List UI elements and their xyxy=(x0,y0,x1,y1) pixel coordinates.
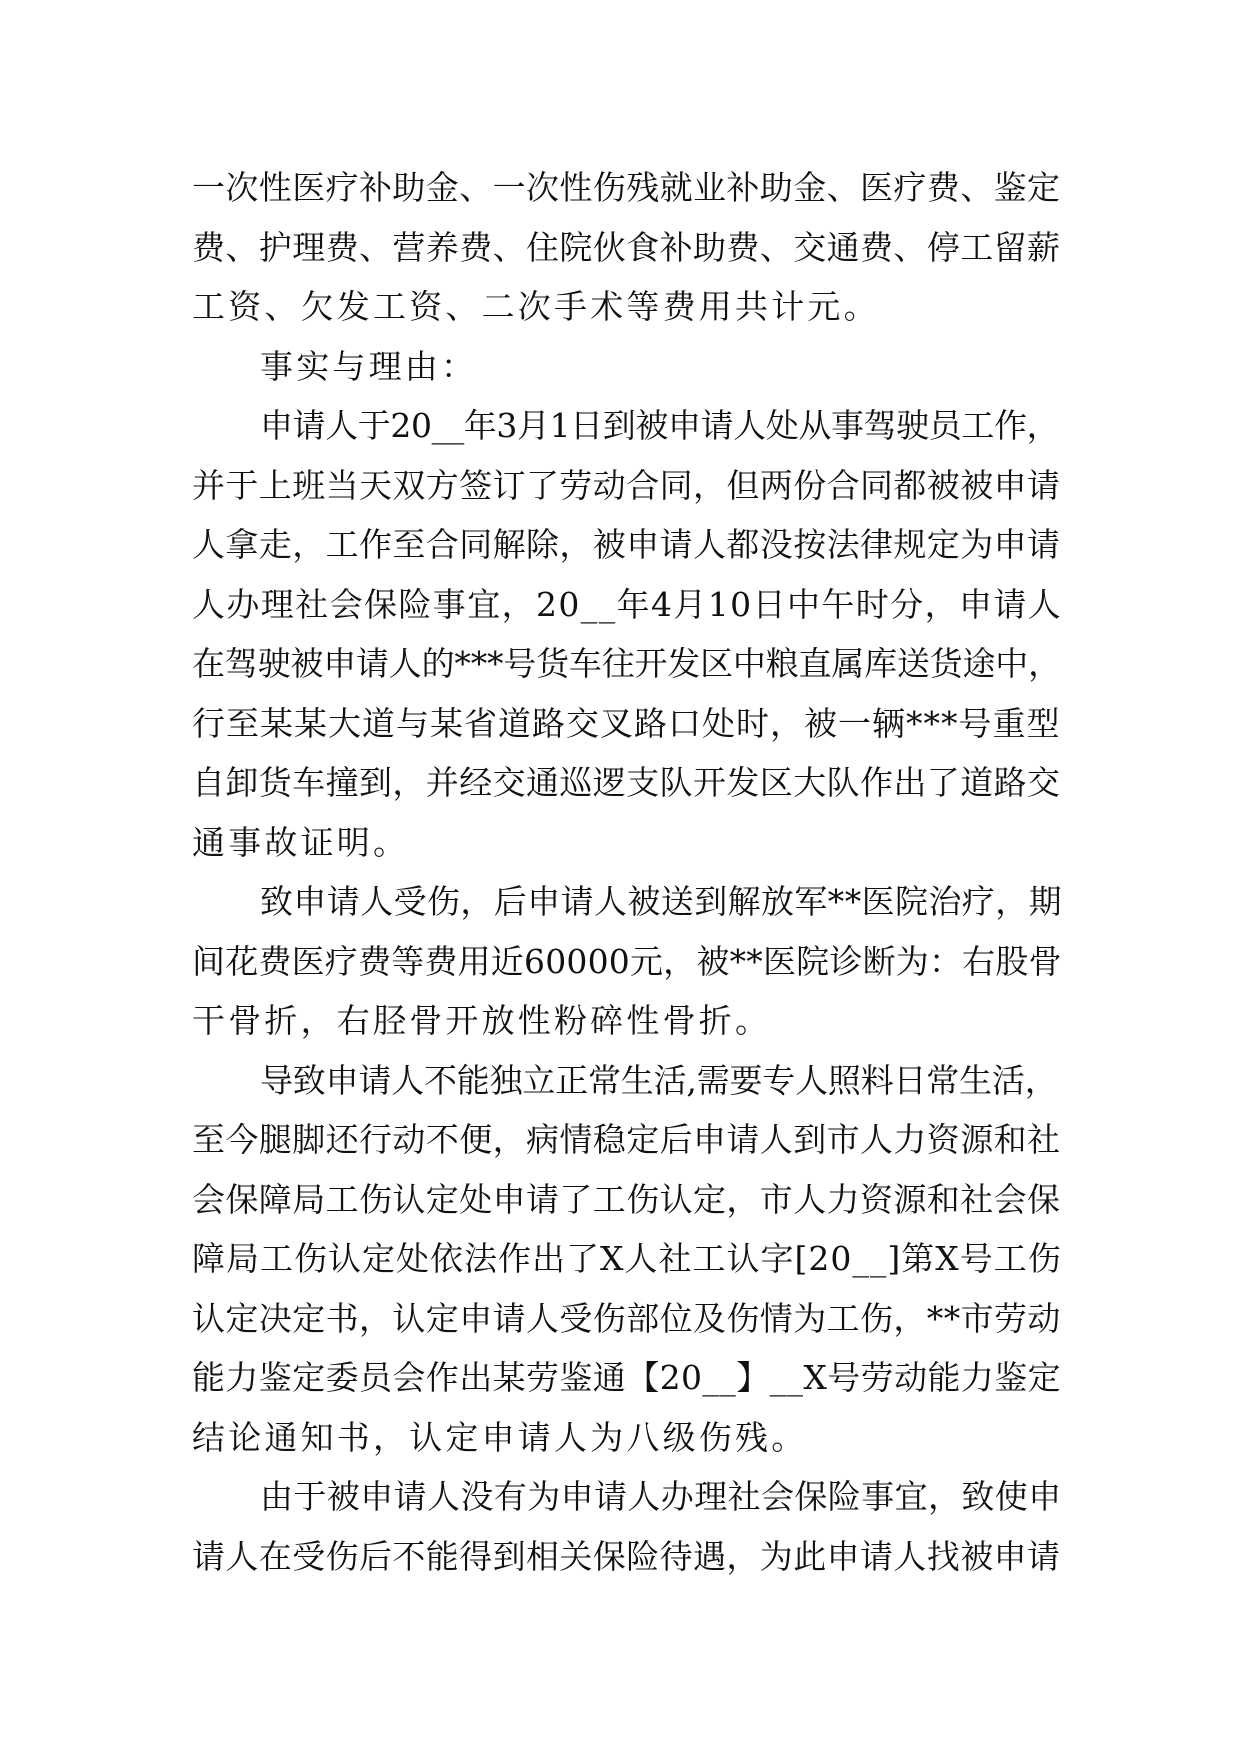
text-line: 事实与理由： xyxy=(260,346,478,386)
text-line: 人拿走，工作至合同解除，被申请人都没按法律规定为申请 xyxy=(192,525,1061,564)
text-line: 认定决定书，认定申请人受伤部位及伤情为工伤，**市劳动 xyxy=(192,1298,1061,1338)
text-line: 一次性医疗补助金、一次性伤残就业补助金、医疗费、鉴定 xyxy=(192,168,1061,207)
text-line: 会保障局工伤认定处申请了工伤认定，市人力资源和社会保 xyxy=(192,1179,1061,1219)
text-line: 导致申请人不能独立正常生活,需要专人照料日常生活， xyxy=(260,1060,1058,1100)
text-line: 并于上班当天双方签订了劳动合同，但两份合同都被被申请 xyxy=(192,465,1061,505)
text-line: 行至某某大道与某省道路交叉路口处时，被一辆***号重型 xyxy=(192,703,1061,743)
text-line: 能力鉴定委员会作出某劳鉴通【20__】__X号劳动能力鉴定 xyxy=(192,1358,1062,1397)
text-line: 申请人于20__年3月1日到被申请人处从事驾驶员工作， xyxy=(260,406,1060,445)
document-body xyxy=(192,158,1062,1586)
text-line: 自卸货车撞到，并经交通巡逻支队开发区大队作出了道路交 xyxy=(192,763,1061,802)
text-line: 干骨折，右胫骨开放性粉碎性骨折。 xyxy=(192,1001,772,1040)
text-line: 通事故证明。 xyxy=(192,822,410,862)
text-line: 至今腿脚还行动不便，病情稳定后申请人到市人力资源和社 xyxy=(192,1120,1061,1159)
text-line: 工资、欠发工资、二次手术等费用共计元。 xyxy=(192,287,880,326)
text-line: 障局工伤认定处依法作出了X人社工认字[20__]第X号工伤 xyxy=(192,1239,1062,1278)
text-line: 由于被申请人没有为申请人办理社会保险事宜，致使申 xyxy=(260,1477,1062,1516)
text-line: 请人在受伤后不能得到相关保险待遇，为此申请人找被申请 xyxy=(192,1536,1061,1576)
text-line: 人办理社会保险事宜，20__年4月10日中午时分，申请人 xyxy=(192,584,1063,624)
text-line: 费、护理费、营养费、住院伙食补助费、交通费、停工留薪 xyxy=(192,227,1061,267)
text-line: 结论通知书，认定申请人为八级伤残。 xyxy=(192,1417,808,1457)
text-line: 致申请人受伤，后申请人被送到解放军**医院治疗，期 xyxy=(260,882,1062,921)
text-line: 在驾驶被申请人的***号货车往开发区中粮直属库送货途中， xyxy=(192,644,1061,683)
text-line: 间花费医疗费等费用近60000元，被**医院诊断为：右股骨 xyxy=(192,941,1062,981)
